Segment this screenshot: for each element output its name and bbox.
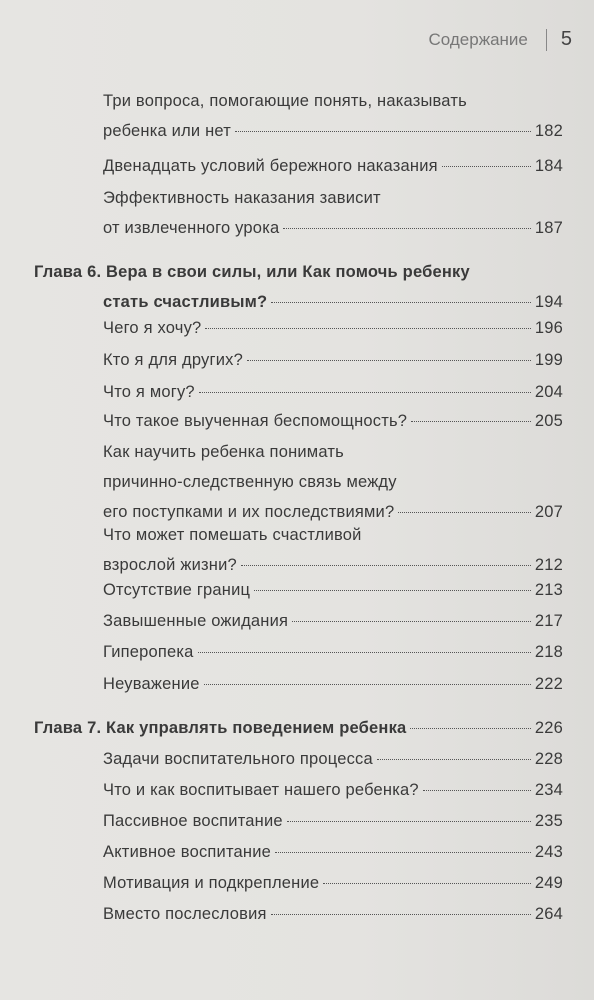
toc-entry-title: Завышенные ожидания [103,612,289,630]
toc-chapter-entry[interactable] [34,257,563,317]
header-divider [546,29,547,51]
toc-page-number: 222 [534,675,563,693]
dot-leader [323,883,531,884]
toc-chapter-entry[interactable] [34,713,563,743]
toc-entry-title: Вместо послесловия [103,905,267,923]
section-title: Содержание [428,29,528,49]
toc-page-number: 213 [534,581,563,599]
toc-page-number: 212 [534,556,563,574]
toc-entry[interactable] [103,575,563,605]
toc-page-number: 205 [534,412,563,430]
toc-entry[interactable] [103,606,563,636]
toc-entry[interactable] [103,806,563,836]
dot-leader [411,421,531,422]
toc-entry[interactable] [103,637,563,667]
dot-leader [205,328,530,329]
toc-entry[interactable] [103,313,563,343]
toc-entry-title: Что и как воспитывает нашего ребенка? [103,781,419,799]
toc-entry-line: Эффективность наказания зависит [103,189,381,207]
toc-entry[interactable] [103,744,563,774]
toc-entry-last-line [103,868,563,898]
toc-entry[interactable] [103,669,563,699]
toc-entry[interactable] [103,345,563,375]
toc-page-number: 218 [534,643,563,661]
toc-page-number: 226 [534,719,563,737]
toc-page-number: 207 [534,503,563,521]
toc-page-number: 235 [534,812,563,830]
toc-entry-last-line [103,775,563,805]
toc-entry-title: Что я могу? [103,383,195,401]
toc-entry-last-line [103,637,563,667]
dot-leader [377,759,531,760]
dot-leader [292,621,531,622]
toc-entry-title: Активное воспитание [103,843,272,861]
chapter-title: Глава 7. Как управлять поведением ребенка [34,719,407,737]
toc-entry[interactable] [103,406,563,436]
toc-entry-last-line [103,313,563,343]
dot-leader [442,166,531,167]
toc-entry[interactable] [103,377,563,407]
toc-entry-last-line [103,837,563,867]
toc-entry[interactable] [103,151,563,181]
toc-entry-last-line [103,377,563,407]
toc-entry-title: от извлеченного урока [103,219,280,237]
toc-entry-last-line [103,806,563,836]
toc-page-number: 182 [534,122,563,140]
toc-entry[interactable] [103,86,563,146]
chapter-title: стать счастливым? [103,293,268,311]
toc-entry-title: взрослой жизни? [103,556,237,574]
toc-page-number: 199 [534,351,563,369]
dot-leader [198,652,531,653]
toc-entry-last-line [103,116,563,146]
toc-entry-last-line [103,606,563,636]
dot-leader [271,302,531,303]
toc-page-number: 187 [534,219,563,237]
toc-entry-last-line [103,406,563,436]
page-number: 5 [560,28,572,50]
toc-entry-last-line [103,345,563,375]
toc-page-number: 249 [534,874,563,892]
running-header [429,28,572,51]
toc-entry[interactable] [103,868,563,898]
toc-entry-title: Пассивное воспитание [103,812,283,830]
toc-entry[interactable] [103,775,563,805]
toc-entry-last-line [103,575,563,605]
toc-entry-title: Мотивация и подкрепление [103,874,320,892]
toc-entry[interactable] [103,437,563,527]
toc-page-number: 194 [534,293,563,311]
dot-leader [271,914,531,915]
toc-entry-title: ребенка или нет [103,122,232,140]
toc-page-number: 184 [534,157,563,175]
toc-entry[interactable] [103,520,563,580]
toc-entry-last-line [103,899,563,929]
dot-leader [283,228,531,229]
dot-leader [398,512,531,513]
toc-entry[interactable] [103,183,563,243]
dot-leader [275,852,531,853]
toc-entry-title: Что такое выученная беспомощность? [103,412,408,430]
toc-entry-title: Двенадцать условий бережного наказания [103,157,438,175]
dot-leader [410,728,530,729]
dot-leader [247,360,531,361]
dot-leader [287,821,531,822]
dot-leader [423,790,531,791]
dot-leader [254,590,531,591]
dot-leader [241,565,531,566]
dot-leader [204,684,531,685]
toc-page-number: 264 [534,905,563,923]
toc-entry[interactable] [103,837,563,867]
toc-entry-last-line [103,213,563,243]
dot-leader [199,392,531,393]
toc-entry-last-line [103,744,563,774]
toc-entry-last-line [103,669,563,699]
toc-entry[interactable] [103,899,563,929]
toc-entry-last-line [103,151,563,181]
toc-page-number: 234 [534,781,563,799]
toc-entry-last-line [34,713,563,743]
toc-entry-title: его поступками и их последствиями? [103,503,395,521]
toc-page-number: 228 [534,750,563,768]
toc-entry-title: Гиперопека [103,643,194,661]
dot-leader [235,131,531,132]
toc-entry-line: причинно-следственную связь между [103,473,397,491]
toc-entry-title: Задачи воспитательного процесса [103,750,373,768]
toc-entry-title: Отсутствие границ [103,581,251,599]
toc-page-number: 217 [534,612,563,630]
toc-page-number: 204 [534,383,563,401]
chapter-title-line: Глава 6. Вера в свои силы, или Как помочь ребенку [34,263,470,281]
toc-entry-line: Три вопроса, помогающие понять, наказывать [103,92,467,110]
toc-entry-line: Что может помешать счастливой [103,526,362,544]
toc-entry-title: Неуважение [103,675,200,693]
toc-page-number: 243 [534,843,563,861]
toc-entry-title: Кто я для других? [103,351,243,369]
toc-entry-title: Чего я хочу? [103,319,202,337]
toc-entry-line: Как научить ребенка понимать [103,443,344,461]
toc-page-number: 196 [534,319,563,337]
